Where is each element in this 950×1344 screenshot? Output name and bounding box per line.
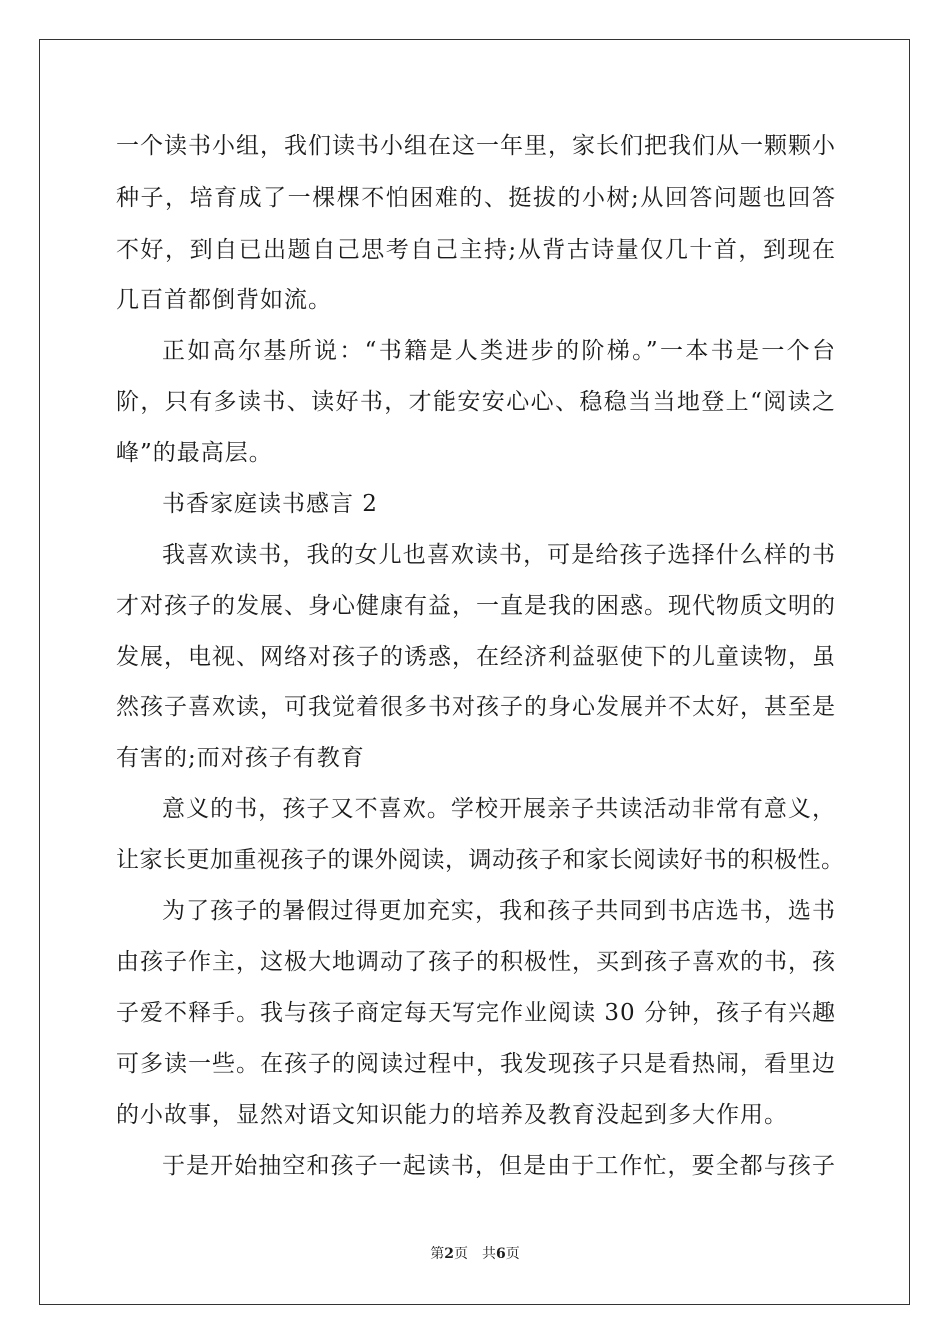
footer-page-suffix: 页 <box>454 1246 468 1262</box>
text-line: 让家长更加重视孩子的课外阅读，调动孩子和家长阅读好书的积极性。 <box>116 847 845 873</box>
footer-page-number: 2 <box>444 1246 454 1262</box>
text-line: 有害的;而对孩子有教育 <box>116 745 365 771</box>
text-line: 几百首都倒背如流。 <box>116 287 332 313</box>
text-line: 我喜欢读书，我的女儿也喜欢读书，可是给孩子选择什么样的书 <box>162 542 836 568</box>
text-line: 才对孩子的发展、身心健康有益，一直是我的困惑。现代物质文明的 <box>116 593 836 619</box>
section-heading: 书香家庭读书感言 2 <box>162 491 378 517</box>
text-line: 正如高尔基所说：“书籍是人类进步的阶梯。”一本书是一个台 <box>162 338 836 364</box>
text-line: 然孩子喜欢读，可我觉着很多书对孩子的身心发展并不太好，甚至是 <box>116 694 836 720</box>
text-line: 一个读书小组，我们读书小组在这一年里，家长们把我们从一颗颗小 <box>116 133 836 159</box>
text-line: 阶，只有多读书、读好书，才能安安心心、稳稳当当地登上“阅读之 <box>116 389 836 415</box>
text-line: 子爱不释手。我与孩子商定每天写完作业阅读 30 分钟，孩子有兴趣 <box>116 1000 836 1026</box>
text-line: 由孩子作主，这极大地调动了孩子的积极性，买到孩子喜欢的书，孩 <box>116 949 836 975</box>
footer-total-pages: 6 <box>496 1246 506 1262</box>
text-line: 为了孩子的暑假过得更加充实，我和孩子共同到书店选书，选书 <box>162 898 836 924</box>
footer-page-prefix: 第 <box>430 1246 445 1262</box>
text-line: 意义的书，孩子又不喜欢。学校开展亲子共读活动非常有意义， <box>162 796 836 822</box>
page-footer <box>0 1244 950 1264</box>
footer-total-suffix: 页 <box>505 1246 520 1262</box>
text-line: 于是开始抽空和孩子一起读书，但是由于工作忙，要全都与孩子 <box>162 1153 836 1179</box>
text-line: 的小故事，显然对语文知识能力的培养及教育没起到多大作用。 <box>116 1102 788 1128</box>
footer-total-prefix: 共 <box>482 1246 496 1262</box>
text-line: 种子，培育成了一棵棵不怕困难的、挺拔的小树;从回答问题也回答 <box>116 185 836 211</box>
text-line: 发展，电视、网络对孩子的诱惑，在经济利益驱使下的儿童读物，虽 <box>116 644 836 670</box>
text-line: 不好，到自已出题自己思考自己主持;从背古诗量仅几十首，到现在 <box>116 237 836 263</box>
text-line: 峰”的最高层。 <box>116 440 273 466</box>
text-line: 可多读一些。在孩子的阅读过程中，我发现孩子只是看热闹，看里边 <box>116 1051 836 1077</box>
